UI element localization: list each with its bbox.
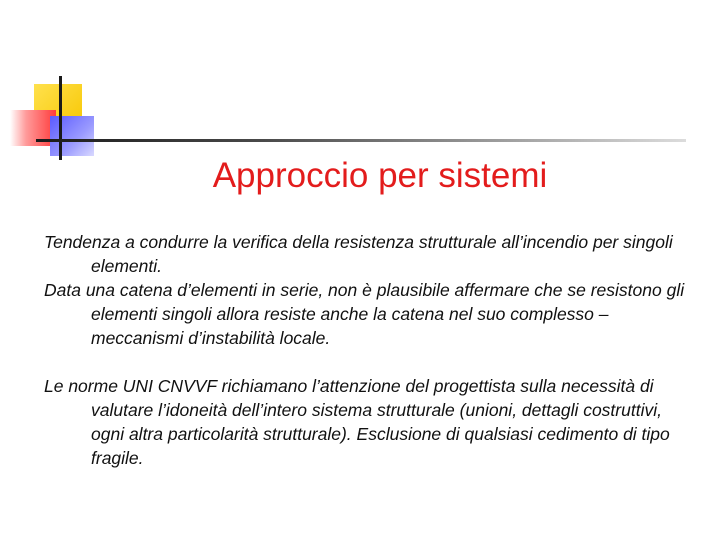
- vertical-rule: [59, 76, 62, 160]
- body-paragraph: Data una catena d’elementi in serie, non è plausibile affermare che se resistono gli elementi singoli allora resiste anche la catena nel suo complesso – meccanismi d’instabilità locale.: [44, 280, 685, 348]
- slide-body: [44, 230, 694, 470]
- blue-square-ornament: [50, 116, 94, 156]
- title-underline-rule: [36, 139, 686, 142]
- body-paragraph: Le norme UNI CNVVF richiamano l’attenzione del progettista sulla necessità di valutare l’idoneità dell’intero sistema strutturale (unioni, dettagli costruttivi, ogni altra particolarità strutturale). Esclusione di qualsiasi cedimento di tipo fragile.: [44, 376, 670, 468]
- slide-title: Approccio per sistemi: [212, 156, 548, 195]
- body-paragraph: Tendenza a condurre la verifica della resistenza strutturale all’incendio per singoli elementi.: [44, 232, 673, 276]
